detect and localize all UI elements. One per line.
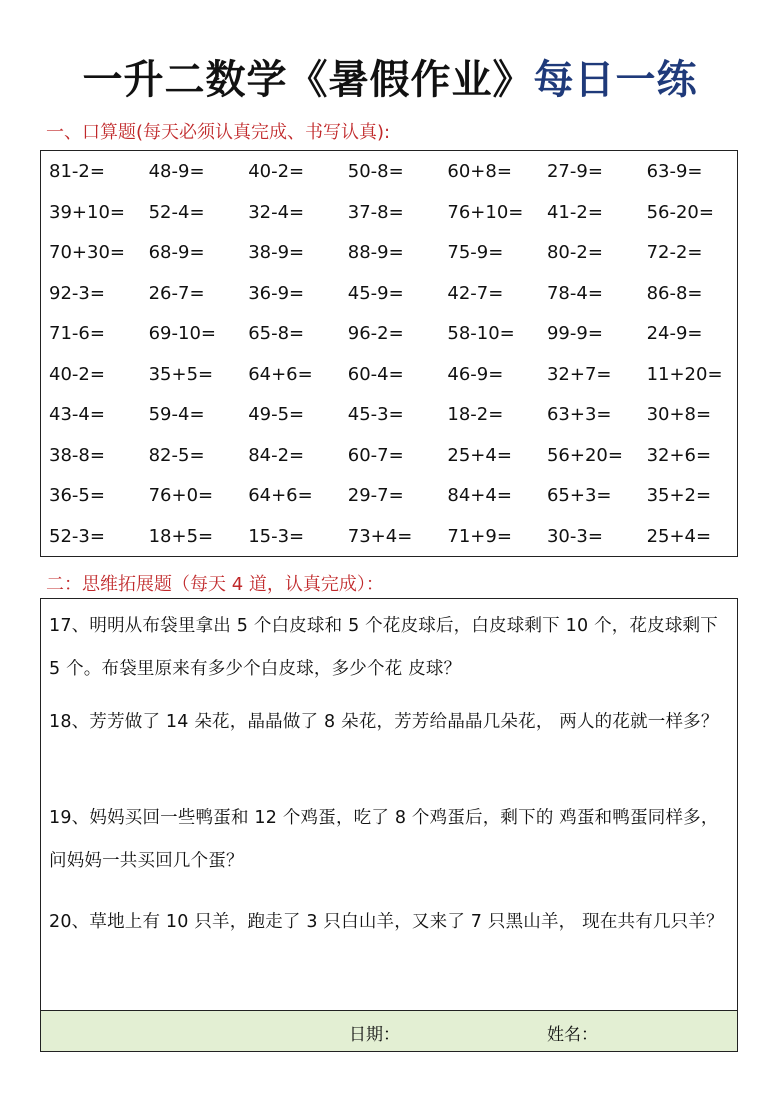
calc-item: 81-2= [49, 161, 105, 182]
calc-item: 37-8= [347, 201, 404, 223]
calc-item: 18+5= [148, 525, 214, 547]
calc-item: 71+9= [447, 525, 512, 547]
calc-item: 64+6= [248, 363, 313, 385]
calc-item: 96-2= [347, 323, 404, 344]
calc-item: 30+8= [646, 404, 712, 425]
calc-item: 76+10= [447, 201, 524, 223]
calc-item: 75-9= [447, 242, 504, 263]
calc-item: 58-10= [447, 323, 515, 344]
calc-item: 71-6= [49, 323, 105, 344]
word-problems-box [40, 598, 738, 1052]
calc-item: 32-4= [248, 201, 305, 223]
calc-item: 56-20= [646, 201, 714, 223]
calc-item: 41-2= [546, 201, 603, 223]
calc-item: 35+5= [148, 363, 214, 385]
calc-item: 40-2= [248, 161, 305, 182]
calc-item: 18-2= [447, 404, 504, 425]
calc-item: 69-10= [148, 323, 216, 344]
calc-item: 60+8= [447, 161, 512, 182]
calc-item: 36-5= [49, 485, 105, 506]
calc-item: 49-5= [248, 404, 305, 425]
calc-row [41, 394, 737, 435]
calc-row [41, 273, 737, 314]
calc-item: 38-8= [49, 444, 105, 466]
calc-item: 25+4= [447, 444, 512, 466]
calc-item: 39+10= [49, 201, 125, 223]
calc-row [41, 475, 737, 516]
calc-item: 46-9= [447, 363, 504, 385]
calc-item: 73+4= [347, 525, 413, 547]
calc-item: 84-2= [248, 444, 305, 466]
calc-item: 63-9= [646, 161, 703, 182]
name-label: 姓名： [547, 1025, 598, 1045]
word-problem-18: 18、芳芳做了 14 朵花，晶晶做了 8 朵花，芳芳给晶晶几朵花， 两人的花就一样多？ [49, 712, 719, 732]
calc-item: 11+20= [646, 363, 723, 385]
calc-item: 42-7= [447, 282, 504, 304]
calc-item: 78-4= [546, 282, 603, 304]
calc-row [41, 354, 737, 395]
section-2-heading: 二：思维拓展题（每天 4 道，认真完成）： [46, 574, 384, 595]
calc-row [41, 516, 737, 557]
calc-item: 38-9= [248, 242, 305, 263]
calc-item: 99-9= [546, 323, 603, 344]
calc-item: 40-2= [49, 363, 105, 385]
footer-bar [41, 1010, 737, 1051]
calc-item: 60-4= [347, 363, 404, 385]
calc-item: 92-3= [49, 282, 105, 304]
calc-item: 25+4= [646, 525, 712, 547]
calc-item: 52-4= [148, 201, 205, 223]
calc-item: 70+30= [49, 242, 125, 263]
page-title [0, 48, 780, 108]
calc-item: 82-5= [148, 444, 205, 466]
calc-row [41, 151, 737, 192]
calc-item: 88-9= [347, 242, 404, 263]
calc-item: 32+6= [646, 444, 712, 466]
calc-item: 24-9= [646, 323, 703, 344]
calc-item: 68-9= [148, 242, 205, 263]
section-1-heading: 一、口算题(每天必须认真完成、书写认真): [46, 122, 391, 143]
calc-item: 50-8= [347, 161, 404, 182]
calc-item: 52-3= [49, 525, 105, 547]
title-accent: 每日一练 [533, 57, 698, 103]
calc-item: 60-7= [347, 444, 404, 466]
word-problem-19: 19、妈妈买回一些鸭蛋和 12 个鸡蛋，吃了 8 个鸡蛋后，剩下的 鸡蛋和鸭蛋同样多，问妈妈一共买回几个蛋？ [49, 808, 719, 871]
calc-item: 86-8= [646, 282, 703, 304]
calc-item: 43-4= [49, 404, 105, 425]
calc-item: 32+7= [546, 363, 612, 385]
calc-item: 36-9= [248, 282, 305, 304]
calc-item: 56+20= [546, 444, 623, 466]
calc-item: 26-7= [148, 282, 205, 304]
calc-item: 35+2= [646, 485, 712, 506]
calc-item: 65-8= [248, 323, 305, 344]
word-problem-17: 17、明明从布袋里拿出 5 个白皮球和 5 个花皮球后，白皮球剩下 10 个，花皮球剩下 5 个。布袋里原来有多少个白皮球，多少个花 皮球？ [49, 616, 718, 679]
calc-item: 27-9= [546, 161, 603, 182]
calc-item: 76+0= [148, 485, 214, 506]
calc-item: 80-2= [546, 242, 603, 263]
title-main: 一升二数学《暑假作业》 [82, 57, 534, 103]
calc-row [41, 313, 737, 354]
calc-row [41, 192, 737, 233]
calc-item: 30-3= [546, 525, 603, 547]
calc-item: 63+3= [546, 404, 612, 425]
calc-item: 64+6= [248, 485, 313, 506]
calc-item: 45-3= [347, 404, 404, 425]
calc-item: 72-2= [646, 242, 703, 263]
calc-item: 59-4= [148, 404, 205, 425]
calc-row [41, 435, 737, 476]
calc-item: 29-7= [347, 485, 404, 506]
word-problem-20: 20、草地上有 10 只羊，跑走了 3 只白山羊，又来了 7 只黑山羊， 现在共有几只羊？ [49, 912, 724, 932]
calc-item: 65+3= [546, 485, 612, 506]
calc-row [41, 232, 737, 273]
calc-item: 84+4= [447, 485, 512, 506]
calc-item: 15-3= [248, 525, 305, 547]
calc-item: 45-9= [347, 282, 404, 304]
mental-math-table [40, 150, 738, 557]
calc-item: 48-9= [148, 161, 205, 182]
date-label: 日期： [349, 1025, 400, 1045]
